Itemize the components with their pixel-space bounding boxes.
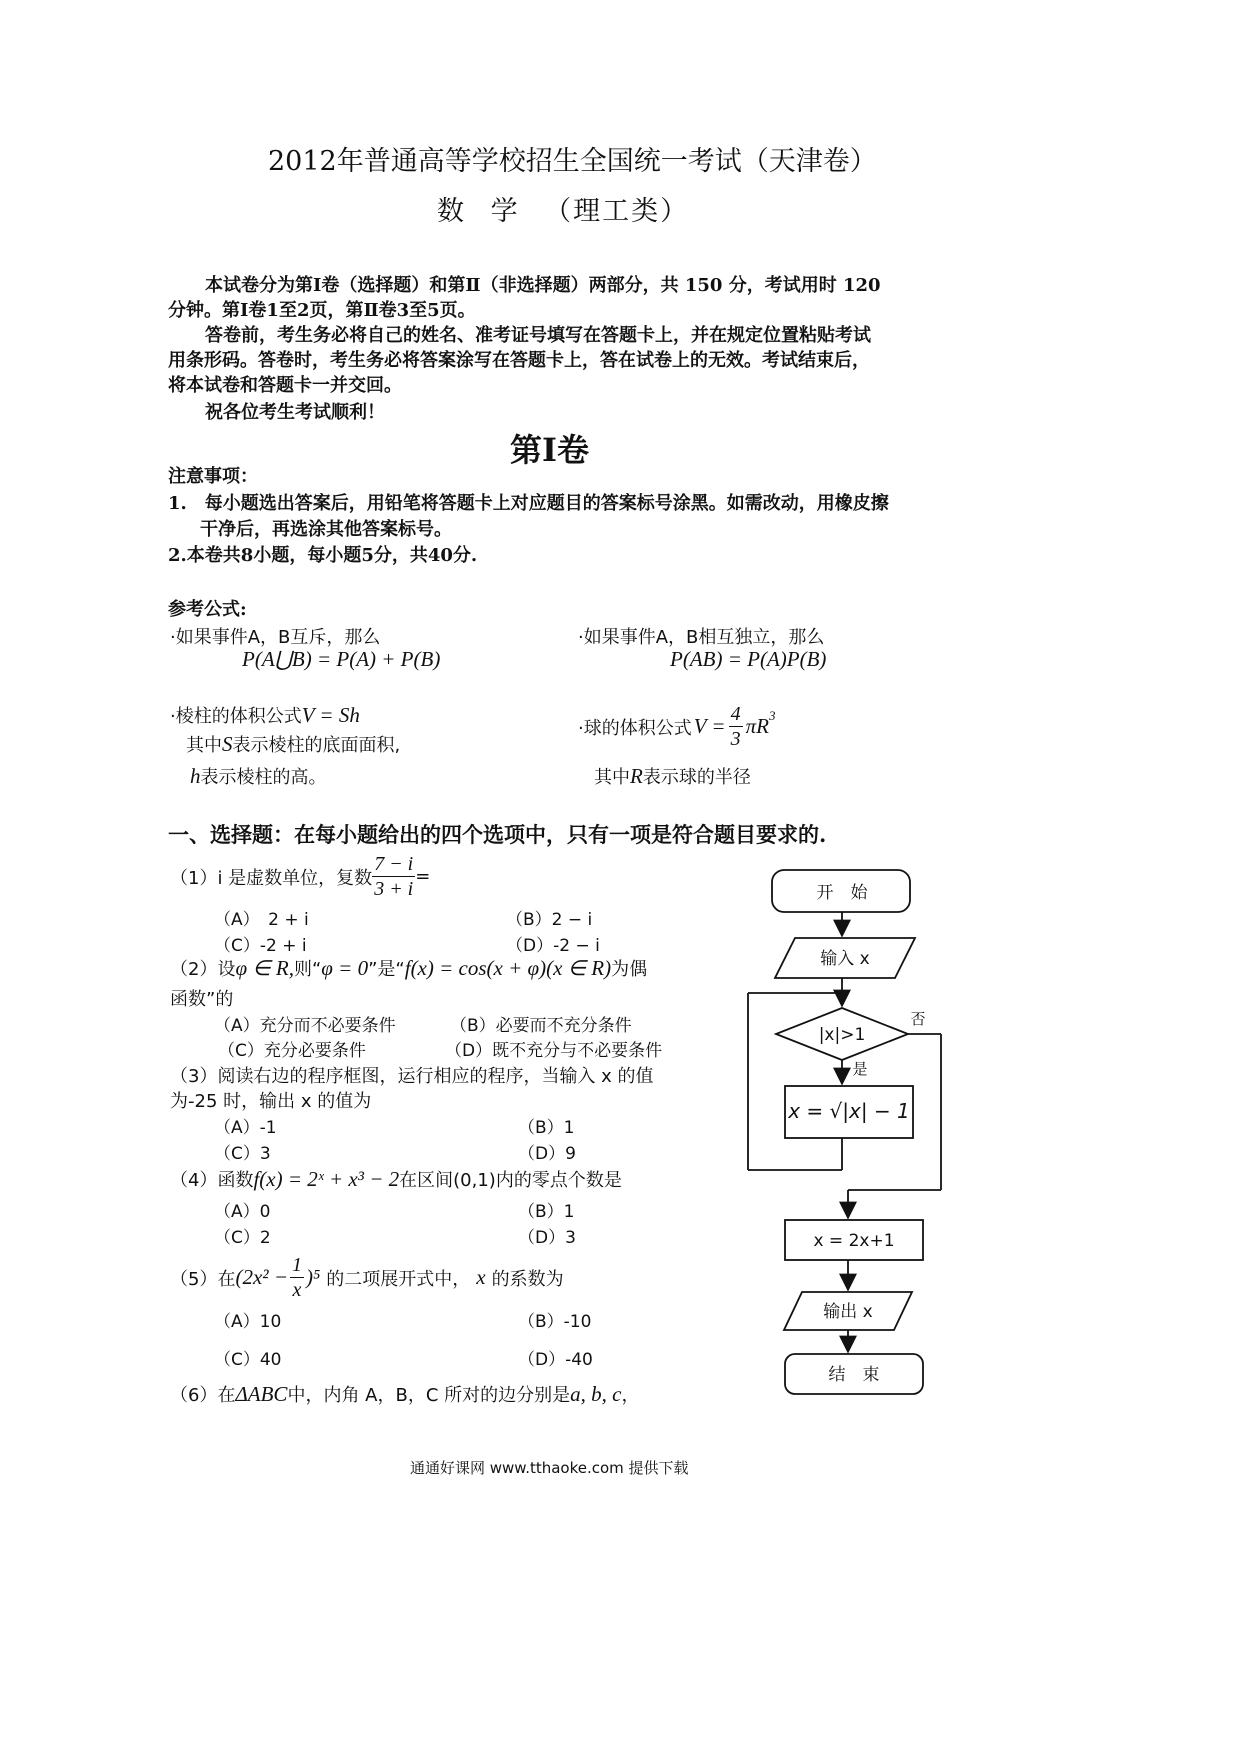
q4-option-d: （D）3	[518, 1228, 576, 1248]
volume-title: 第Ⅰ卷	[510, 431, 589, 469]
formula3-line1	[170, 702, 360, 728]
formula4-text: ·球的体积公式	[578, 717, 692, 739]
q5-stem-c: 的系数为	[491, 1268, 564, 1290]
formula4-num: 4	[730, 703, 741, 725]
formula3-text: ·棱柱的体积公式	[170, 706, 302, 727]
q5-option-d: （D）-40	[518, 1350, 593, 1370]
formula3-l3-var: h	[190, 764, 201, 788]
formulas-heading: 参考公式:	[168, 599, 247, 620]
q4-option-b: （B）1	[518, 1202, 575, 1222]
q1-option-a: （A） 2 + i	[214, 910, 309, 930]
q5-num: 1	[291, 1254, 302, 1276]
q2-option-d: （D）既不充分与不必要条件	[445, 1041, 663, 1061]
intro-p2-line1: 答卷前，考生务必将自己的姓名、准考证号填写在答题卡上，并在规定位置粘贴考试	[205, 325, 871, 346]
q6-stem-b: 中，内角 A，B，C 所对的边分别是	[287, 1385, 571, 1406]
exam-subtitle: 数 学 （理工类）	[437, 196, 690, 227]
q3-stem: （3）阅读右边的程序框图，运行相应的程序，当输入 x 的值	[170, 1066, 654, 1087]
q5-fraction	[290, 1253, 304, 1302]
q6-stem-a: （6）在	[170, 1385, 236, 1406]
flowchart	[730, 860, 960, 1420]
formula3-l2-suffix: 表示棱柱的底面面积,	[232, 735, 401, 756]
intro-p3: 祝各位考生考试顺利！	[205, 402, 385, 423]
formula4-fraction	[729, 702, 743, 751]
q4-stem	[170, 1166, 622, 1192]
q3-option-c: （C）3	[214, 1144, 271, 1164]
formula4-line2	[594, 763, 751, 789]
formula4-l2-prefix: 其中	[594, 767, 630, 788]
flowchart-assign2-label: x = 2x+1	[813, 1231, 895, 1251]
q2-option-c: （C）充分必要条件	[218, 1041, 366, 1061]
q3-option-a: （A）-1	[214, 1118, 277, 1138]
formula3-line3	[190, 763, 327, 789]
q2-stem	[170, 955, 647, 981]
q3-option-d: （D）9	[518, 1144, 576, 1164]
formula2-math: P(AB) = P(A)P(B)	[670, 647, 827, 671]
formula1-math: P(A⋃B) = P(A) + P(B)	[242, 647, 441, 671]
q1-option-d: （D）-2 − i	[506, 936, 600, 956]
formula2-text: ·如果事件A，B相互独立，那么	[578, 627, 825, 648]
q5-stem-m1: (2x² −	[235, 1265, 288, 1289]
q2-option-a: （A）充分而不必要条件	[214, 1016, 396, 1036]
q2-option-b: （B）必要而不充分条件	[450, 1016, 632, 1036]
formula4-line1	[578, 702, 775, 751]
formula4-den: 3	[730, 728, 741, 750]
formula4-rhs: πR	[745, 714, 769, 738]
q6-stem-m2: a, b, c	[570, 1382, 622, 1406]
q5-stem	[170, 1253, 564, 1302]
q1-fraction	[372, 852, 415, 901]
q6-stem-c: ，	[621, 1385, 640, 1406]
q6-stem	[170, 1381, 639, 1407]
flowchart-output-label: 输出 x	[823, 1302, 873, 1322]
q1-den: 3 + i	[374, 878, 414, 900]
q4-stem-m: f(x) = 2ˣ + x³ − 2	[253, 1167, 400, 1191]
flowchart-assign1-label: x = √|x| − 1	[788, 1099, 910, 1123]
q1-eq: =	[415, 866, 431, 887]
q5-option-c: （C）40	[214, 1350, 282, 1370]
q6-stem-m1: ΔABC	[235, 1382, 288, 1406]
formula3-math: V = Sh	[301, 703, 360, 727]
q1-option-b: （B）2 − i	[506, 910, 593, 930]
formula4-lhs: V =	[693, 714, 726, 738]
flowchart-input-label: 输入 x	[820, 949, 870, 969]
q2-stem-c: ”是“	[368, 959, 405, 980]
q2-stem-m1: φ ∈ R,	[235, 956, 294, 980]
flowchart-cond-label: |x|>1	[818, 1025, 866, 1045]
flowchart-start-label: 开 始	[816, 883, 868, 903]
formula4-exp: 3	[768, 708, 776, 723]
q2-stem-d: 为偶	[611, 959, 648, 980]
formula3-l3-suffix: 表示棱柱的高。	[200, 767, 327, 788]
q1-stem	[170, 852, 430, 901]
formula1-text: ·如果事件A，B互斥，那么	[170, 627, 381, 648]
formula3-line2	[186, 731, 400, 757]
page-footer: 通通好课网 www.tthaoke.com 提供下载	[410, 1459, 689, 1477]
q5-stem-a: （5）在	[170, 1268, 236, 1290]
q4-option-c: （C）2	[214, 1228, 271, 1248]
notes-item2: 2.本卷共8小题，每小题5分，共40分.	[168, 545, 478, 566]
q2-stem-line2: 函数”的	[170, 989, 234, 1010]
flowchart-no-label: 否	[910, 1010, 926, 1028]
q5-den: x	[292, 1279, 302, 1301]
q3-stem-line2: 为-25 时，输出 x 的值为	[170, 1091, 372, 1112]
q5-stem-m2: )⁵	[305, 1265, 321, 1289]
formula3-l2-var: S	[222, 732, 233, 756]
section1-heading: 一、选择题：在每小题给出的四个选项中，只有一项是符合题目要求的.	[168, 822, 827, 847]
intro-p2-line3: 将本试卷和答题卡一并交回。	[168, 375, 402, 396]
notes-item1-line1: 1. 每小题选出答案后，用铅笔将答题卡上对应题目的答案标号涂黑。如需改动，用橡皮擦	[168, 493, 889, 514]
q2-stem-m3: f(x) = cos(x + φ)(x ∈ R)	[404, 956, 612, 980]
q4-option-a: （A）0	[214, 1202, 271, 1222]
q3-option-b: （B）1	[518, 1118, 575, 1138]
q2-stem-m2: φ = 0	[321, 956, 369, 980]
q1-option-c: （C）-2 + i	[214, 936, 307, 956]
q5-stem-b: 的二项展开式中，	[326, 1268, 471, 1290]
formula3-l2-prefix: 其中	[186, 735, 222, 756]
notes-heading: 注意事项：	[168, 466, 258, 487]
intro-p2-line2: 用条形码。答卷时，考生务必将答案涂写在答题卡上，答在试卷上的无效。考试结束后，	[168, 350, 870, 371]
notes-item1-line2: 干净后，再选涂其他答案标号。	[200, 519, 452, 540]
exam-title: 2012年普通高等学校招生全国统一考试（天津卷）	[268, 146, 877, 177]
q1-stem-text: （1）i 是虚数单位，复数	[170, 867, 373, 889]
q5-option-b: （B）-10	[518, 1312, 592, 1332]
q4-stem-b: 在区间(0,1)内的零点个数是	[399, 1170, 622, 1191]
intro-p1-line1: 本试卷分为第Ⅰ卷（选择题）和第Ⅱ（非选择题）两部分，共 150 分，考试用时 120	[205, 275, 881, 296]
q2-stem-a: （2）设	[170, 959, 236, 980]
q5-option-a: （A）10	[214, 1312, 282, 1332]
q5-stem-m3: x	[476, 1265, 486, 1289]
q4-stem-a: （4）函数	[170, 1170, 254, 1191]
flowchart-yes-label: 是	[852, 1060, 868, 1078]
flowchart-end-label: 结 束	[828, 1365, 880, 1385]
formula4-l2-suffix: 表示球的半径	[642, 767, 751, 788]
q2-stem-b: 则“	[293, 959, 322, 980]
formula4-l2-var: R	[630, 764, 643, 788]
intro-p1-line2: 分钟。第Ⅰ卷1至2页，第Ⅱ卷3至5页。	[168, 300, 476, 321]
q1-num: 7 − i	[374, 853, 414, 875]
